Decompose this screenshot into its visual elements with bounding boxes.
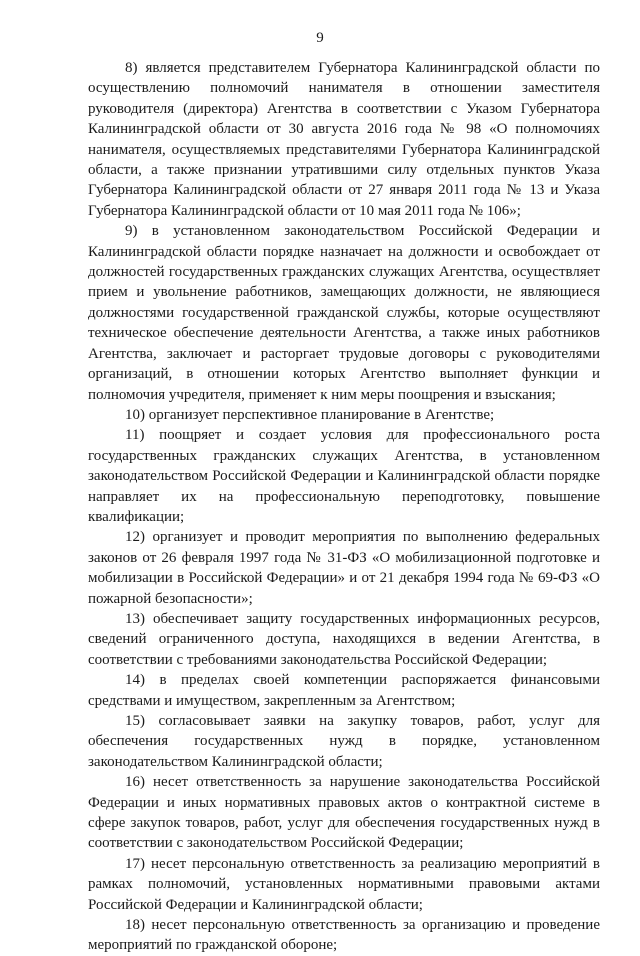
paragraph-item-14: 14) в пределах своей компетенции распоряжается финансовыми средствами и имуществом, закрепленным за Агентством; xyxy=(88,672,600,709)
paragraph-item-16: 16) несет ответственность за нарушение законодательства Российской Федерации и иных нормативных правовых актов о контрактной системе в сфере закупок товаров, работ, услуг для обеспечения государственных нужд в соответствии с законодательством Российской Федерации; xyxy=(88,774,600,852)
paragraph-item-17: 17) несет персональную ответственность за реализацию мероприятий в рамках полномочий, установленных нормативными правовыми актами Российской Федерации и Калининградской области; xyxy=(88,855,600,913)
document-body xyxy=(88,58,600,956)
paragraph-item-12: 12) организует и проводит мероприятия по выполнению федеральных законов от 26 февраля 1997 года № 31-ФЗ «О мобилизационной подготовке и мобилизации в Российской Федерации» и от 21 декабря 1994 года № 69-ФЗ «О пожарной безопасности»; xyxy=(88,529,600,607)
paragraph-item-15: 15) согласовывает заявки на закупку товаров, работ, услуг для обеспечения государственных нужд в порядке, установленном законодательством Калининградской области; xyxy=(88,713,600,770)
paragraph-item-18: 18) несет персональную ответственность за организацию и проведение мероприятий по гражданской обороне; xyxy=(88,917,600,954)
paragraph-item-8: 8) является представителем Губернатора Калининградской области по осуществлению полномочий нанимателя в отношении заместителя руководителя (директора) Агентства в соответствии с Указом Губернатора Калининградской области от 30 августа 2016 года № 98 «О полномочиях нанимателя, осуществляемых представителями Губернатора Калининградской области, а также признании утратившими силу отдельных пунктов Указа Губернатора Калининградской области от 27 января 2011 года № 13 и Указа Губернатора Калининградской области от 10 мая 2011 года № 106»; xyxy=(88,60,600,219)
paragraph-item-10: 10) организует перспективное планирование в Агентстве; xyxy=(125,406,495,423)
paragraph-item-9: 9) в установленном законодательством Российской Федерации и Калининградской области порядке назначает на должности и освобождает от должностей государственных гражданских служащих Агентства, осуществляет прием и увольнение работников, замещающих должности, не являющиеся должностями государственной гражданской службы, которые осуществляют техническое обеспечение деятельности Агентства, а также иных работников Агентства, заключает и расторгает трудовые договоры с руководителями организаций, в отношении которых Агентство выполняет функции и полномочия учредителя, применяет к ним меры поощрения и взыскания; xyxy=(88,223,600,403)
paragraph-item-13: 13) обеспечивает защиту государственных информационных ресурсов, сведений ограниченного доступа, находящихся в ведении Агентства, в соответствии с требованиями законодательства Российской Федерации; xyxy=(88,610,600,668)
page-number: 9 xyxy=(316,30,324,46)
paragraph-item-11: 11) поощряет и создает условия для профессионального роста государственных гражданских служащих Агентства, в установленном законодательством Российской Федерации и Калининградской области порядке направляет их на профессиональную переподготовку, повышение квалификации; xyxy=(88,427,600,525)
